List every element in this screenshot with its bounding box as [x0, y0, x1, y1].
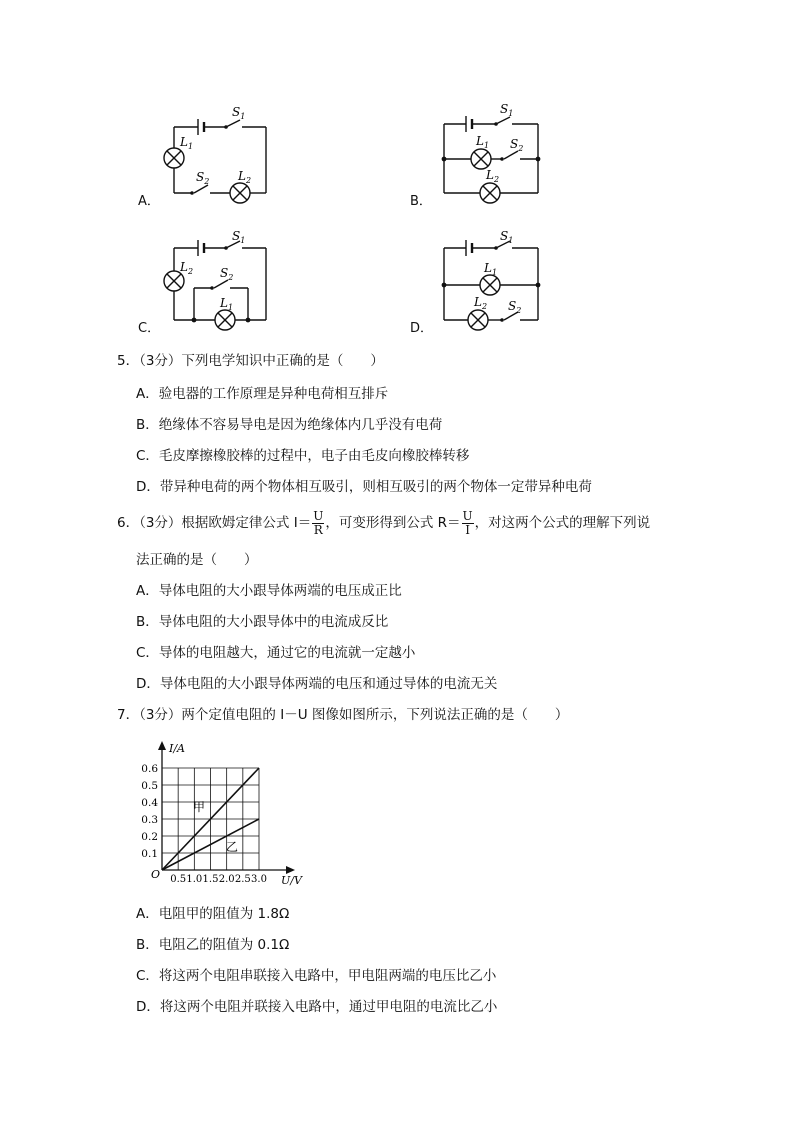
q5-option-d: D．带异种电荷的两个物体相互吸引，则相互吸引的两个物体一定带异种电荷: [136, 479, 592, 495]
circuit-d-s2-label: $S_2$: [508, 299, 522, 315]
circuit-d-l1-label: $L_1$: [484, 261, 498, 277]
origin-label: O: [151, 868, 161, 881]
circuit-c-diagram: [160, 228, 280, 338]
x-tick-label: 2.5: [234, 874, 251, 885]
circuit-c-letter: C．: [138, 321, 161, 336]
q6-formula-i-equals-u-over-r: [312, 510, 324, 537]
q5-option-a: A．验电器的工作原理是异种电荷相互排斥: [136, 386, 389, 402]
circuit-a-diagram: [160, 100, 280, 210]
circuit-d-letter: D．: [410, 321, 434, 336]
circuit-a-letter: A．: [138, 194, 160, 209]
x-axis-label: U/V: [281, 874, 302, 887]
circuit-a-s1-label: $S_1$: [232, 105, 246, 121]
q6-stem-part-c: ，对这两个公式的理解下列说: [474, 515, 651, 531]
circuit-d-diagram: [430, 228, 550, 338]
circuit-c-s1-label: $S_1$: [232, 229, 246, 245]
x-tick-label: 2.0: [218, 874, 235, 885]
q6-frac1-denominator: R: [313, 522, 323, 537]
q6-option-c: C．导体的电阻越大，通过它的电流就一定越小: [136, 645, 416, 661]
y-tick-label: 0.2: [141, 831, 158, 843]
q5-stem: 5．（3分）下列电学知识中正确的是（ ）: [117, 353, 384, 369]
circuit-a-l1-label: $L_1$: [180, 135, 194, 151]
q6-stem: [117, 506, 650, 540]
circuit-d-l2-label: $L_2$: [474, 295, 488, 311]
y-tick-label: 0.1: [141, 848, 158, 860]
circuit-b-s2-label: $S_2$: [510, 137, 524, 153]
circuit-b-s1-label: $S_1$: [500, 102, 514, 118]
x-tick-label: 1.0: [186, 874, 203, 885]
q5-option-b: B．绝缘体不容易导电是因为绝缘体内几乎没有电荷: [136, 417, 443, 433]
circuit-b-diagram: [430, 100, 550, 210]
q7-option-a: A．电阻甲的阻值为 1.8Ω: [136, 906, 290, 922]
circuit-a-s2-label: $S_2$: [196, 170, 210, 186]
circuit-d-s1-label: $S_1$: [500, 229, 514, 245]
circuit-b-l2-label: $L_2$: [486, 168, 500, 184]
q6-option-b: B．导体电阻的大小跟导体中的电流成反比: [136, 614, 389, 630]
q7-option-d: D．将这两个电阻并联接入电路中，通过甲电阻的电流比乙小: [136, 999, 498, 1015]
q6-option-a: A．导体电阻的大小跟导体两端的电压成正比: [136, 583, 402, 599]
x-tick-label: 3.0: [251, 874, 267, 885]
q7-option-c: C．将这两个电阻串联接入电路中，甲电阻两端的电压比乙小: [136, 968, 497, 984]
circuit-b-letter: B．: [410, 194, 432, 209]
y-tick-label: 0.4: [141, 797, 158, 809]
q6-option-d: D．导体电阻的大小跟导体两端的电压和通过导体的电流无关: [136, 676, 498, 692]
q5-option-c: C．毛皮摩擦橡胶棒的过程中，电子由毛皮向橡胶棒转移: [136, 448, 470, 464]
y-tick-label: 0.6: [141, 763, 158, 775]
y-tick-label: 0.5: [141, 780, 158, 792]
q6-frac1-numerator: U: [313, 508, 324, 523]
q6-stem-part-a: 6．（3分）根据欧姆定律公式 I＝: [117, 515, 312, 531]
q6-stem-part-b: ，可变形得到公式 R＝: [325, 515, 461, 531]
x-tick-label: 0.5: [170, 874, 187, 885]
circuit-c-s2-label: $S_2$: [220, 266, 234, 282]
q6-frac2-numerator: U: [462, 508, 473, 523]
q7-option-b: B．电阻乙的阻值为 0.1Ω: [136, 937, 290, 953]
y-tick-label: 0.3: [141, 814, 158, 826]
q6-formula-r-equals-u-over-i: [462, 510, 474, 537]
iu-graph-chart: [138, 738, 310, 888]
series-label-yi: 乙: [226, 840, 239, 854]
circuit-c-l2-label: $L_2$: [180, 260, 194, 276]
series-label-jia: 甲: [193, 800, 206, 814]
x-tick-label: 1.5: [202, 874, 219, 885]
q6-frac2-denominator: I: [465, 522, 470, 537]
circuit-c-l1-label: $L_1$: [220, 296, 234, 312]
circuit-a-l2-label: $L_2$: [238, 169, 252, 185]
q7-stem: 7．（3分）两个定值电阻的 I－U 图像如图所示，下列说法正确的是（ ）: [117, 707, 569, 723]
y-axis-label: I/A: [169, 742, 185, 755]
circuit-b-l1-label: $L_1$: [476, 134, 490, 150]
q6-stem-line2: 法正确的是（ ）: [136, 552, 258, 568]
